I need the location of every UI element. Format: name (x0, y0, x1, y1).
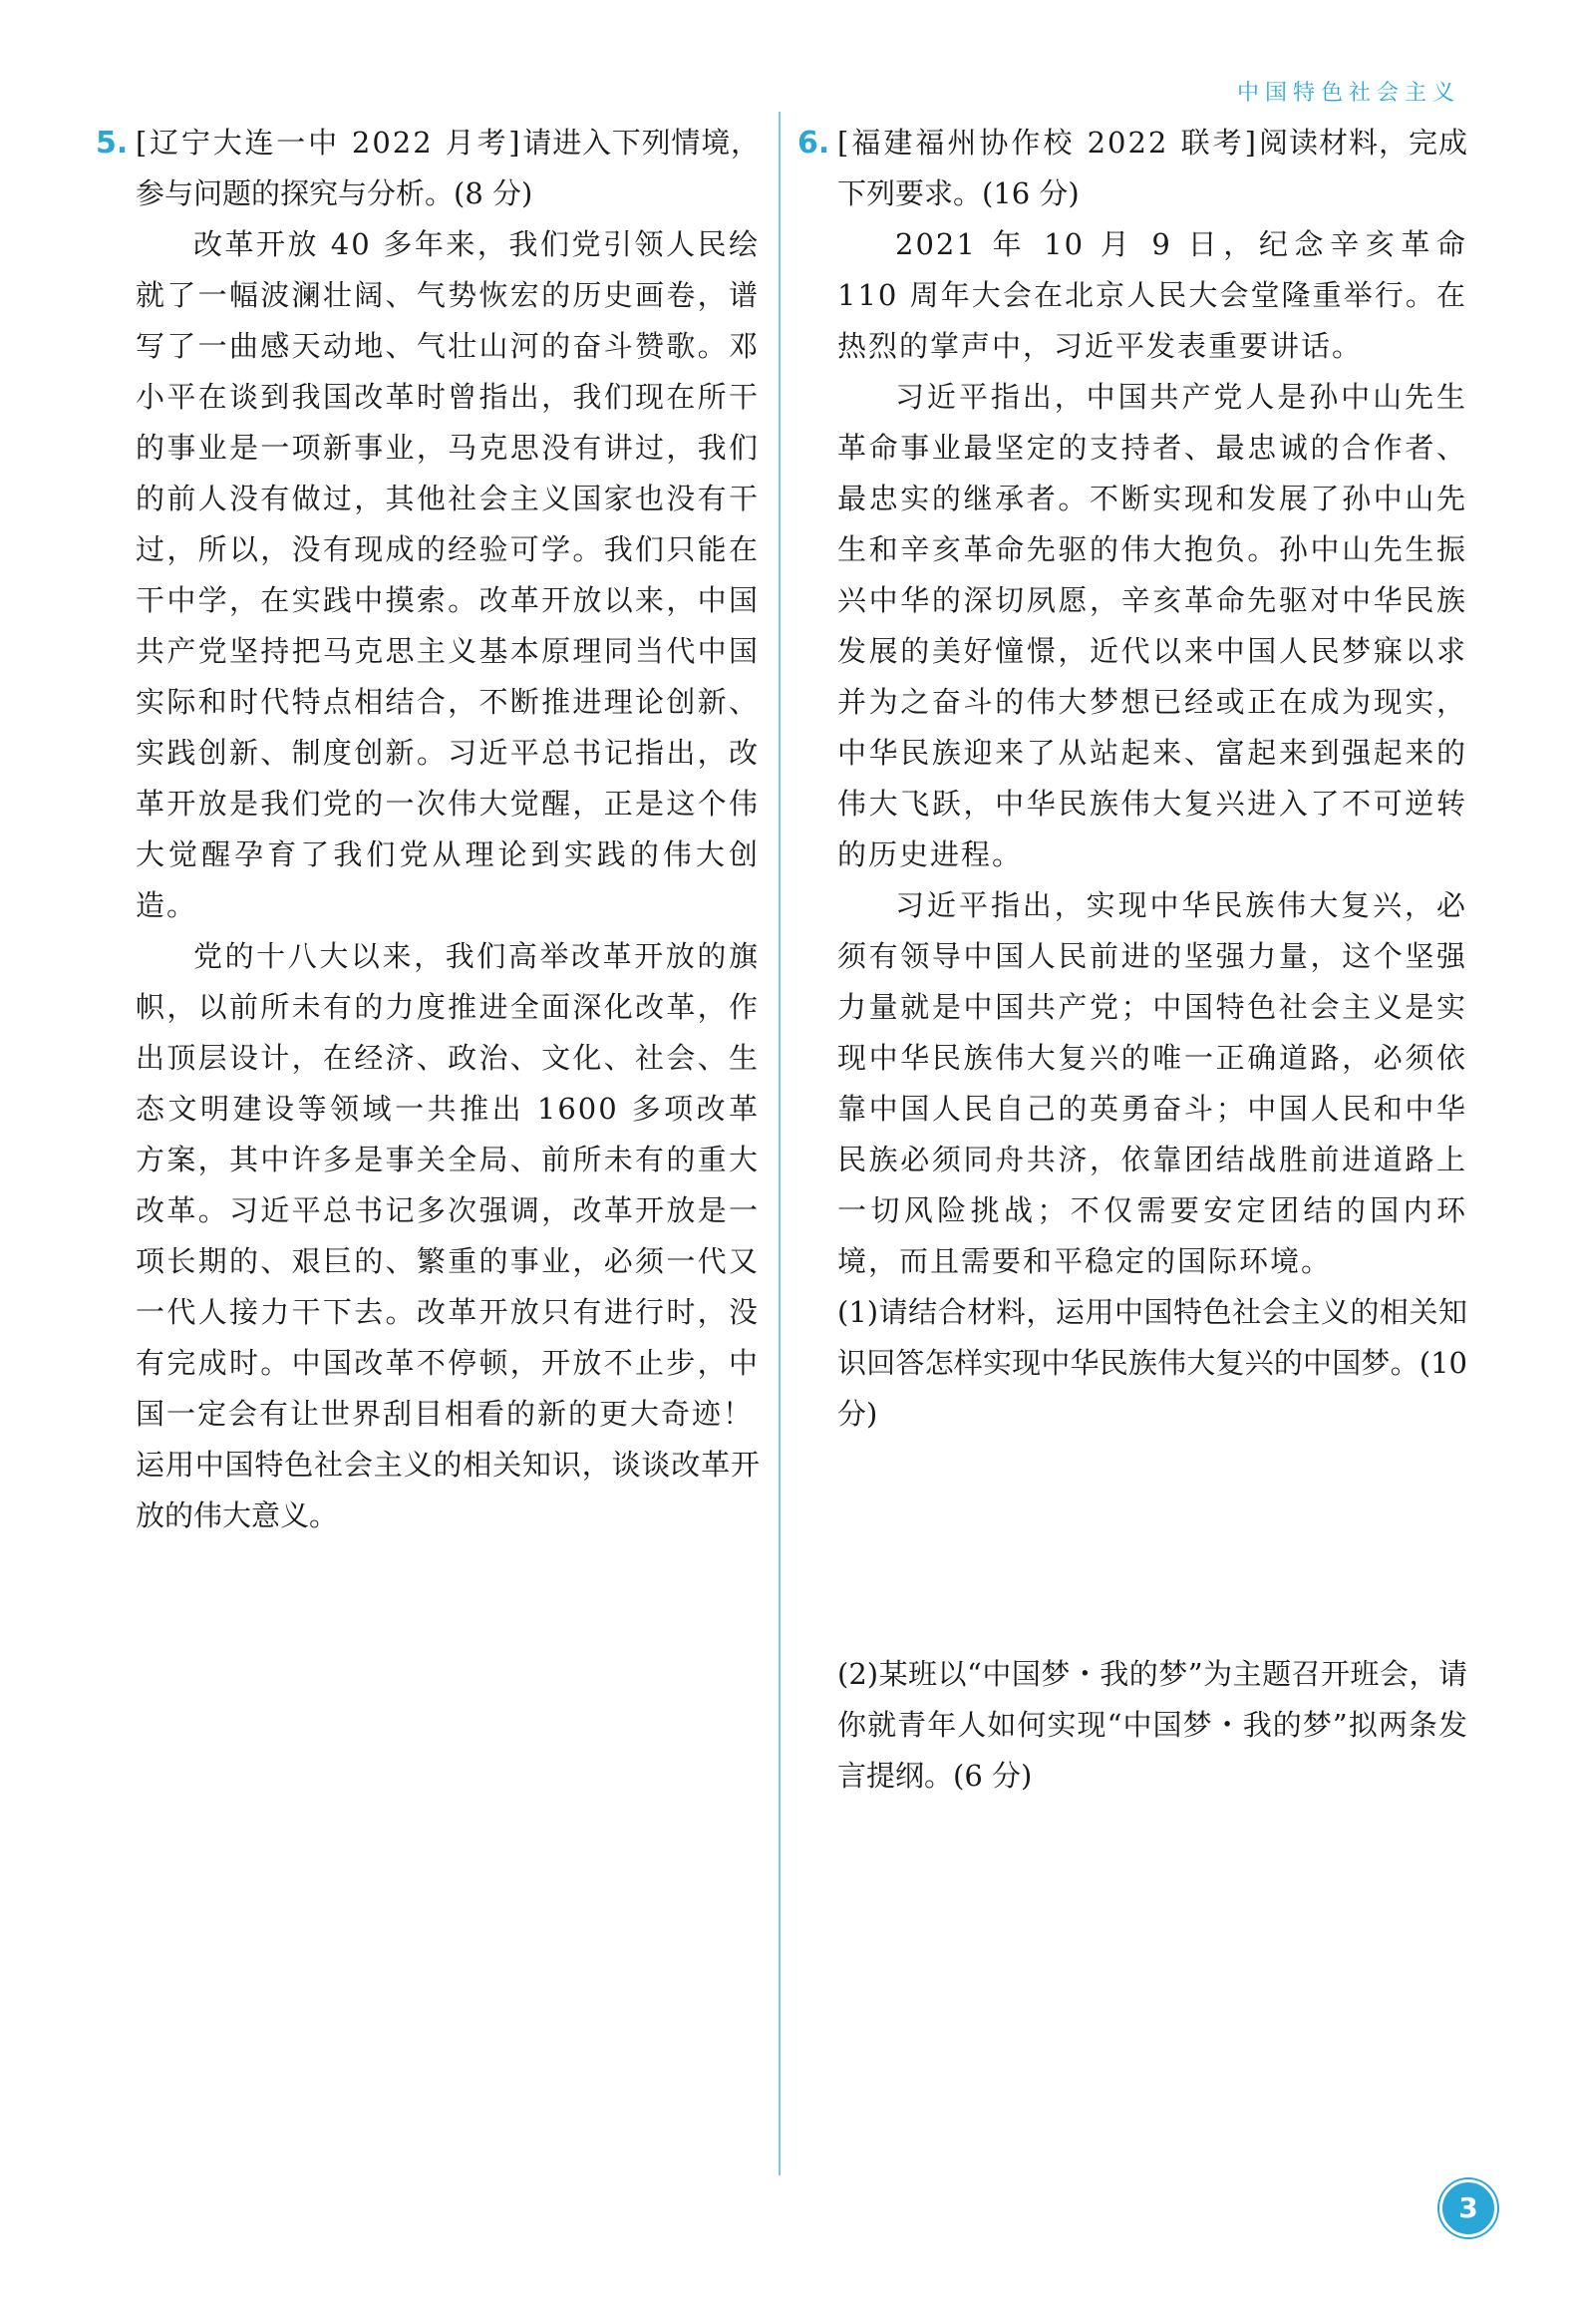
material-paragraph: 2021 年 10 月 9 日，纪念辛亥革命 110 周年大会在北京人民大会堂隆重举行。在热烈的掌声中，习近平发表重要讲话。 (837, 227, 1467, 363)
question-5 (96, 118, 760, 1541)
page-number-badge: 3 (1439, 2179, 1497, 2237)
question-6-heading (797, 118, 1467, 219)
material-paragraph: 习近平指出，中国共产党人是孙中山先生革命事业最坚定的支持者、最忠诚的合作者、最忠实的继承者。不断实现和发展了孙中山先生和辛亥革命先驱的伟大抱负。孙中山先生振兴中华的深切夙愿，辛亥革命先驱对中华民族发展的美好憧憬，近代以来中国人民梦寐以求并为之奋斗的伟大梦想已经或正在成为现实，中华民族迎来了从站起来、富起来到强起来的伟大飞跃，中华民族伟大复兴进入了不可逆转的历史进程。 (837, 380, 1467, 871)
question-prompt: 阅读材料，完成下列要求。(16 分) (837, 126, 1467, 210)
material-paragraph: 改革开放 40 多年来，我们党引领人民绘就了一幅波澜壮阔、气势恢宏的历史画卷，谱写了一曲感天动地、气壮山河的奋斗赞歌。邓小平在谈到我国改革时曾指出，我们现在所干的事业是一项新事业，马克思没有讲过，我们的前人没有做过，其他社会主义国家也没有干过，所以，没有现成的经验可学。我们只能在干中学，在实践中摸索。改革开放以来，中国共产党坚持把马克思主义基本原理同当代中国实际和时代特点相结合，不断推进理论创新、实践创新、制度创新。习近平总书记指出，改革开放是我们党的一次伟大觉醒，正是这个伟大觉醒孕育了我们党从理论到实践的伟大创造。 (136, 227, 760, 922)
answer-space (797, 1440, 1467, 1649)
running-header: 中国特色社会主义 (1236, 81, 1460, 106)
question-source: [福建福州协作校 2022 联考] (837, 126, 1258, 160)
column-divider (779, 112, 781, 2175)
sub-question-1: (1)请结合材料，运用中国特色社会主义的相关知识回答怎样实现中华民族伟大复兴的中国梦。(10 分) (837, 1295, 1467, 1431)
question-5-heading (96, 118, 760, 219)
material-paragraph: 党的十八大以来，我们高举改革开放的旗帜，以前所未有的力度推进全面深化改革，作出顶层设计，在经济、政治、文化、社会、生态文明建设等领域一共推出 1600 多项改革方案，其中许多是事关全局、前所未有的重大改革。习近平总书记多次强调，改革开放是一项长期的、艰巨的、繁重的事业，必须一代又一代人接力干下去。改革开放只有进行时，没有完成时。中国改革不停顿，开放不止步，中国一定会有让世界刮目相看的新的更大奇迹！ (136, 939, 760, 1431)
material-paragraph: 习近平指出，实现中华民族伟大复兴，必须有领导中国人民前进的坚强力量，这个坚强力量就是中国共产党；中国特色社会主义是实现中华民族伟大复兴的唯一正确道路，必须依靠中国人民自己的英勇奋斗；中国人民和中华民族必须同舟共济，依靠团结战胜前进道路上一切风险挑战；不仅需要安定团结的国内环境，而且需要和平稳定的国际环境。 (837, 888, 1467, 1278)
question-number: 5. (96, 126, 129, 161)
question-source: [辽宁大连一中 2022 月考] (136, 126, 522, 160)
question-number: 6. (797, 126, 830, 161)
question-prompt: 请进入下列情境，参与问题的探究与分析。(8 分) (136, 126, 760, 210)
question-6 (797, 118, 1467, 1802)
question-task: 运用中国特色社会主义的相关知识，谈谈改革开放的伟大意义。 (136, 1448, 760, 1532)
sub-question-2: (2)某班以“中国梦・我的梦”为主题召开班会，请你就青年人如何实现“中国梦・我的梦”拟两条发言提纲。(6 分) (837, 1657, 1467, 1793)
